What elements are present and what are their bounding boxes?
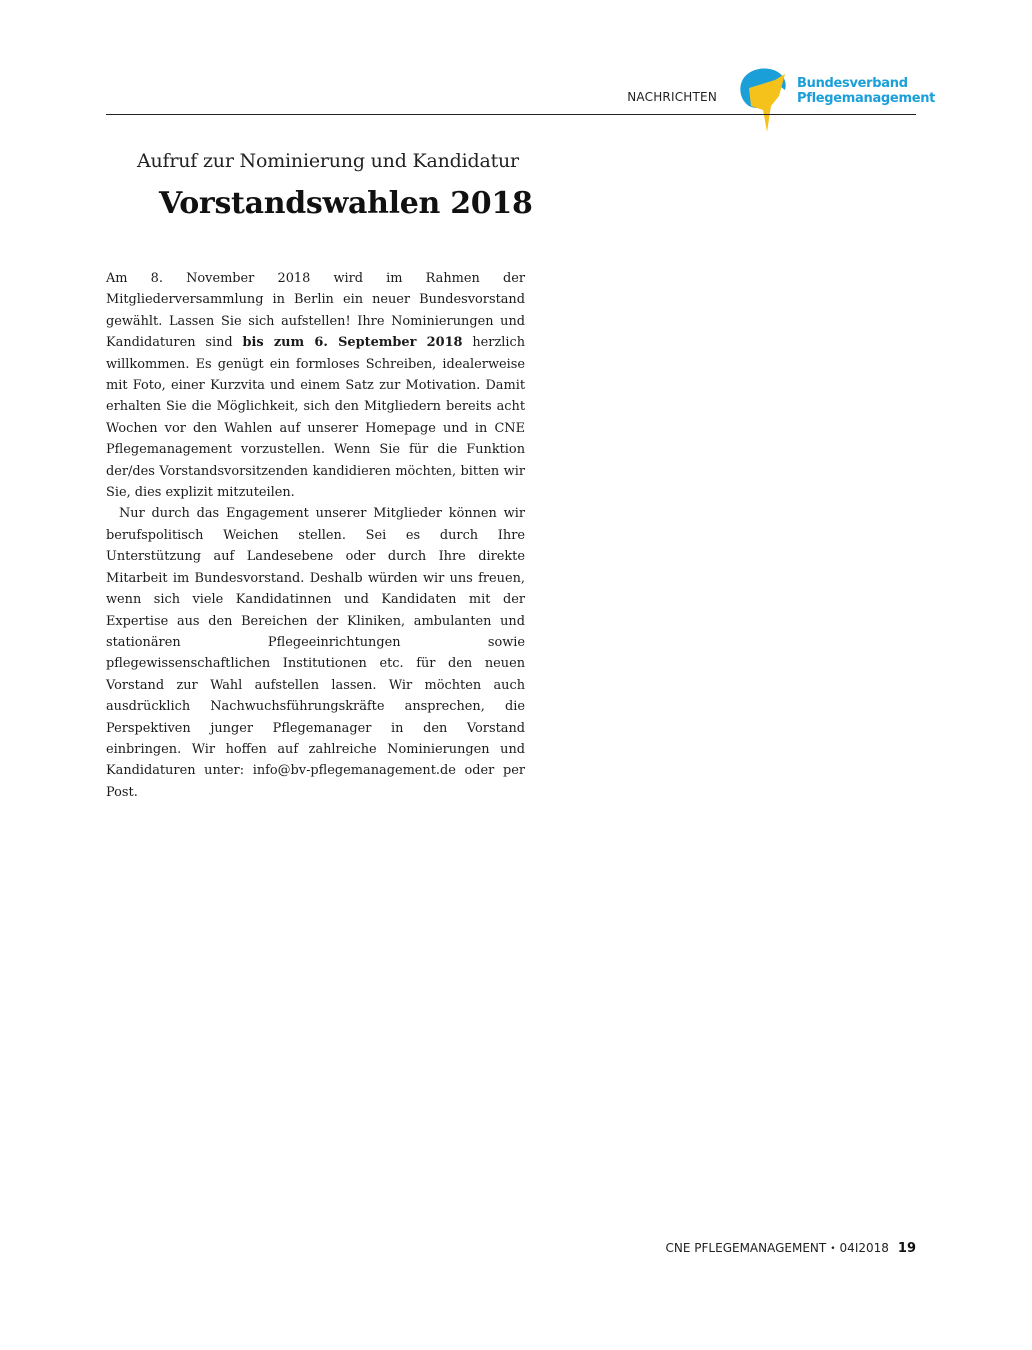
footer-issue: 04I2018 xyxy=(839,1241,889,1255)
article-kicker: Aufruf zur Nominierung und Kandidatur xyxy=(137,150,519,172)
logo-text xyxy=(797,76,935,106)
section-label: NACHRICHTEN xyxy=(627,90,717,104)
paragraph-1-after: herzlich willkommen. Es genügt ein formloses Schreiben, idealerweise mit Foto, einer Kurzvita und einem Satz zur Motivation. Damit erhalten Sie die Möglichkeit, sich den Mitgliedern bereits acht Wochen vor den Wahlen auf unserer Homepage und in CNE Pflegemanagement vorzustellen. Wenn Sie für die Funktion der/des Vorstandsvorsitzenden kandidieren möchten, bitten wir Sie, dies explizit mitzuteilen. xyxy=(106,335,525,501)
logo-mark-icon xyxy=(737,66,793,134)
paragraph-1-before: Am 8. November 2018 wird im Rahmen der Mitgliederversammlung in Berlin ein neuer Bundesvorstand gewählt. Lassen Sie sich aufstellen! Ihre Nominierungen und Kandidaturen sind xyxy=(106,271,525,351)
page-footer xyxy=(560,1241,916,1256)
logo-text-line2: Pflegemanagement xyxy=(797,91,936,106)
article-body xyxy=(106,268,525,803)
deadline-text: bis zum 6. September 2018 xyxy=(242,335,463,351)
article-title: Vorstandswahlen 2018 xyxy=(159,186,533,221)
paragraph-2: Nur durch das Engagement unserer Mitglieder können wir berufspolitisch Weichen stellen. Sei es durch Ihre Unterstützung auf Landesebene oder durch Ihre direkte Mitarbeit im Bundesvorstand. Deshalb würden wir uns freuen, wenn sich viele Kandidatinnen und Kandidaten mit der Expertise aus den Bereichen der Kliniken, ambulanten und stationären Pflegeeinrichtungen sowie pflegewissenschaftlichen Institutionen etc. für den neuen Vorstand zur Wahl aufstellen lassen. Wir möchten auch ausdrücklich Nachwuchsführungskräfte ansprechen, die Perspektiven junger Pflegemanager in den Vorstand einbringen. Wir hoffen auf zahlreiche Nominierungen und Kandidaturen unter: info@bv-pflegemanagement.de oder per Post. xyxy=(106,506,525,800)
footer-journal: CNE PFLEGEMANAGEMENT xyxy=(665,1241,827,1255)
page-number: 19 xyxy=(897,1241,916,1256)
paragraph-1 xyxy=(106,268,525,503)
logo-text-line1: Bundesverband xyxy=(797,76,908,91)
header-rule xyxy=(106,114,916,115)
footer-separator: • xyxy=(830,1244,836,1254)
